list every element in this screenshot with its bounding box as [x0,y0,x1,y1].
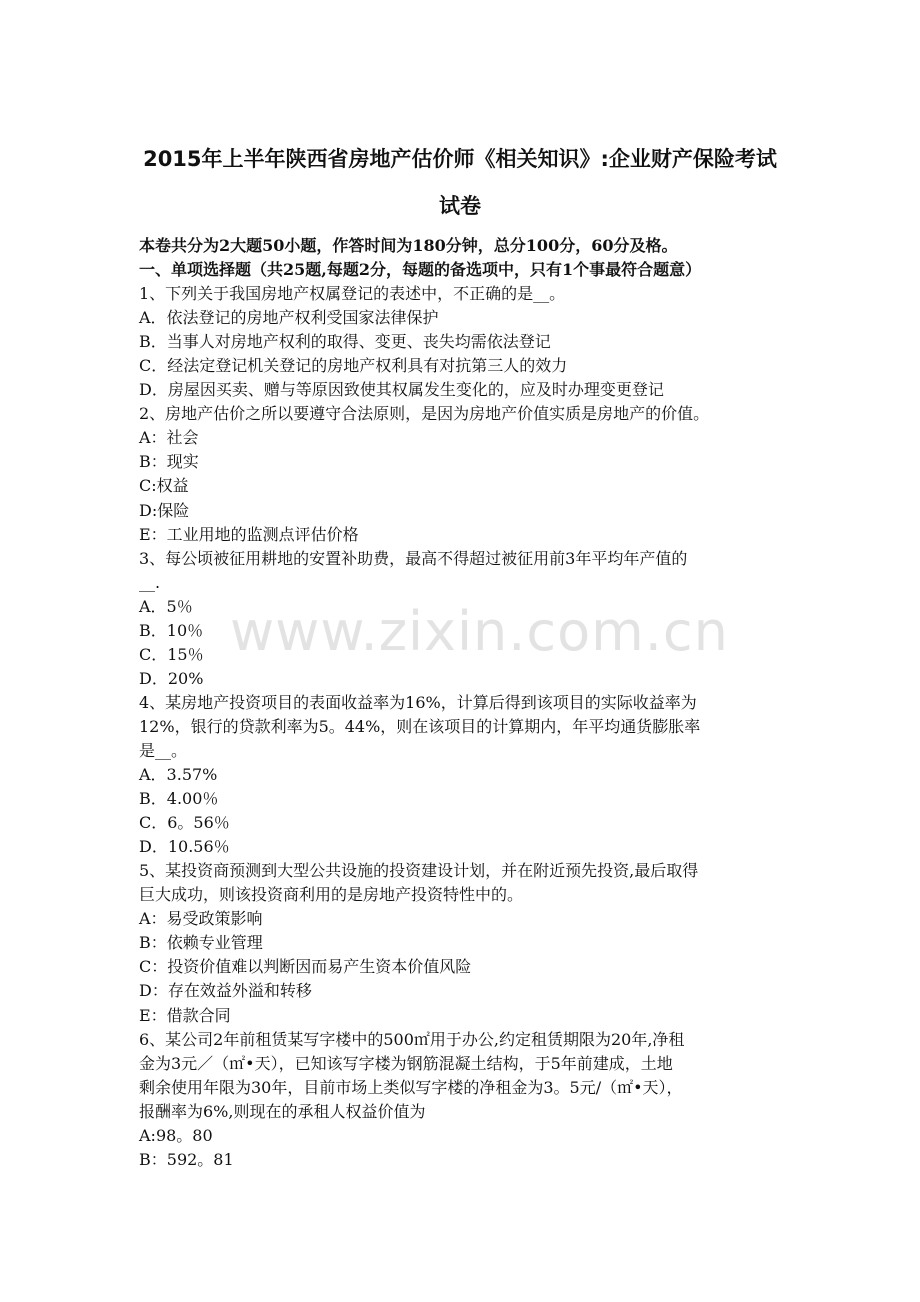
question-5-option-c: C：投资价值难以判断因而易产生资本价值风险 [139,957,472,977]
question-3-option-a: A．5％ [139,596,193,616]
document-body [139,234,789,1172]
question-1-option-c: C．经法定登记机关登记的房地产权利具有对抗第三人的效力 [139,356,568,376]
question-4-option-b: B．4.00％ [139,789,219,809]
document-title: 2015年上半年陕西省房地产估价师《相关知识》:企业财产保险考试 [143,147,777,171]
watermark: www.zixin.com.cn [230,600,729,663]
section-heading: 一、单项选择题（共25题,每题2分，每题的备选项中，只有1个事最符合题意） [139,260,702,280]
question-1: 1、下列关于我国房地产权属登记的表述中，不正确的是__。 [139,284,566,304]
question-3: 3、每公顷被征用耕地的安置补助费，最高不得超过被征用前3年平均年产值的 [139,548,688,568]
question-6-option-a: A:98。80 [139,1125,213,1145]
question-4-option-d: D．10.56％ [139,837,230,857]
question-3-option-d: D．20% [139,668,204,688]
question-5-continued: 巨大成功，则该投资商利用的是房地产投资特性中的。 [139,885,524,905]
question-5: 5、某投资商预测到大型公共设施的投资建设计划，并在附近预先投资,最后取得 [139,861,699,881]
question-2-option-e: E：工业用地的监测点评估价格 [139,524,359,544]
question-4-option-c: C．6。56％ [139,813,230,833]
question-2-option-b: B：现实 [139,452,199,472]
question-3-continued: __. [139,572,161,592]
question-6-continued: 剩余使用年限为30年，目前市场上类似写字楼的净租金为3。5元/（㎡•天）， [139,1077,683,1097]
exam-info-line: 本卷共分为2大题50小题，作答时间为180分钟，总分100分，60分及格。 [139,236,678,255]
question-2-option-a: A：社会 [139,428,199,448]
question-4-option-a: A．3.57% [139,765,218,785]
question-6: 6、某公司2年前租赁某写字楼中的500㎡用于办公,约定租赁期限为20年,净租 [139,1029,685,1049]
question-4-continued: 是__。 [139,740,188,760]
question-6-option-b: B：592。81 [139,1149,234,1169]
question-5-option-e: E：借款合同 [139,1005,231,1025]
question-6-continued: 金为3元／（㎡•天），已知该写字楼为钢筋混凝土结构，于5年前建成，土地 [139,1053,673,1073]
question-6-continued: 报酬率为6%,则现在的承租人权益价值为 [139,1101,426,1121]
question-3-option-b: B．10％ [139,620,204,640]
question-2-option-d: D:保险 [139,500,190,520]
question-2-option-c: C:权益 [139,476,189,496]
question-4-continued: 12%，银行的贷款利率为5。44%，则在该项目的计算期内，年平均通货膨胀率 [139,716,701,736]
question-1-option-a: A．依法登记的房地产权利受国家法律保护 [139,308,439,328]
question-1-option-b: B．当事人对房地产权利的取得、变更、丧失均需依法登记 [139,332,551,352]
question-4: 4、某房地产投资项目的表面收益率为16%，计算后得到该项目的实际收益率为 [139,692,697,712]
question-3-option-c: C．15％ [139,644,204,664]
question-5-option-d: D：存在效益外溢和转移 [139,981,312,1001]
question-2: 2、房地产估价之所以要遵守合法原则，是因为房地产价值实质是房地产的价值。 [139,404,710,424]
question-5-option-a: A：易受政策影响 [139,909,263,929]
question-1-option-d: D．房屋因买卖、赠与等原因致使其权属发生变化的，应及时办理变更登记 [139,380,664,400]
document-title-continued: 试卷 [439,194,481,218]
question-5-option-b: B：依赖专业管理 [139,933,263,953]
